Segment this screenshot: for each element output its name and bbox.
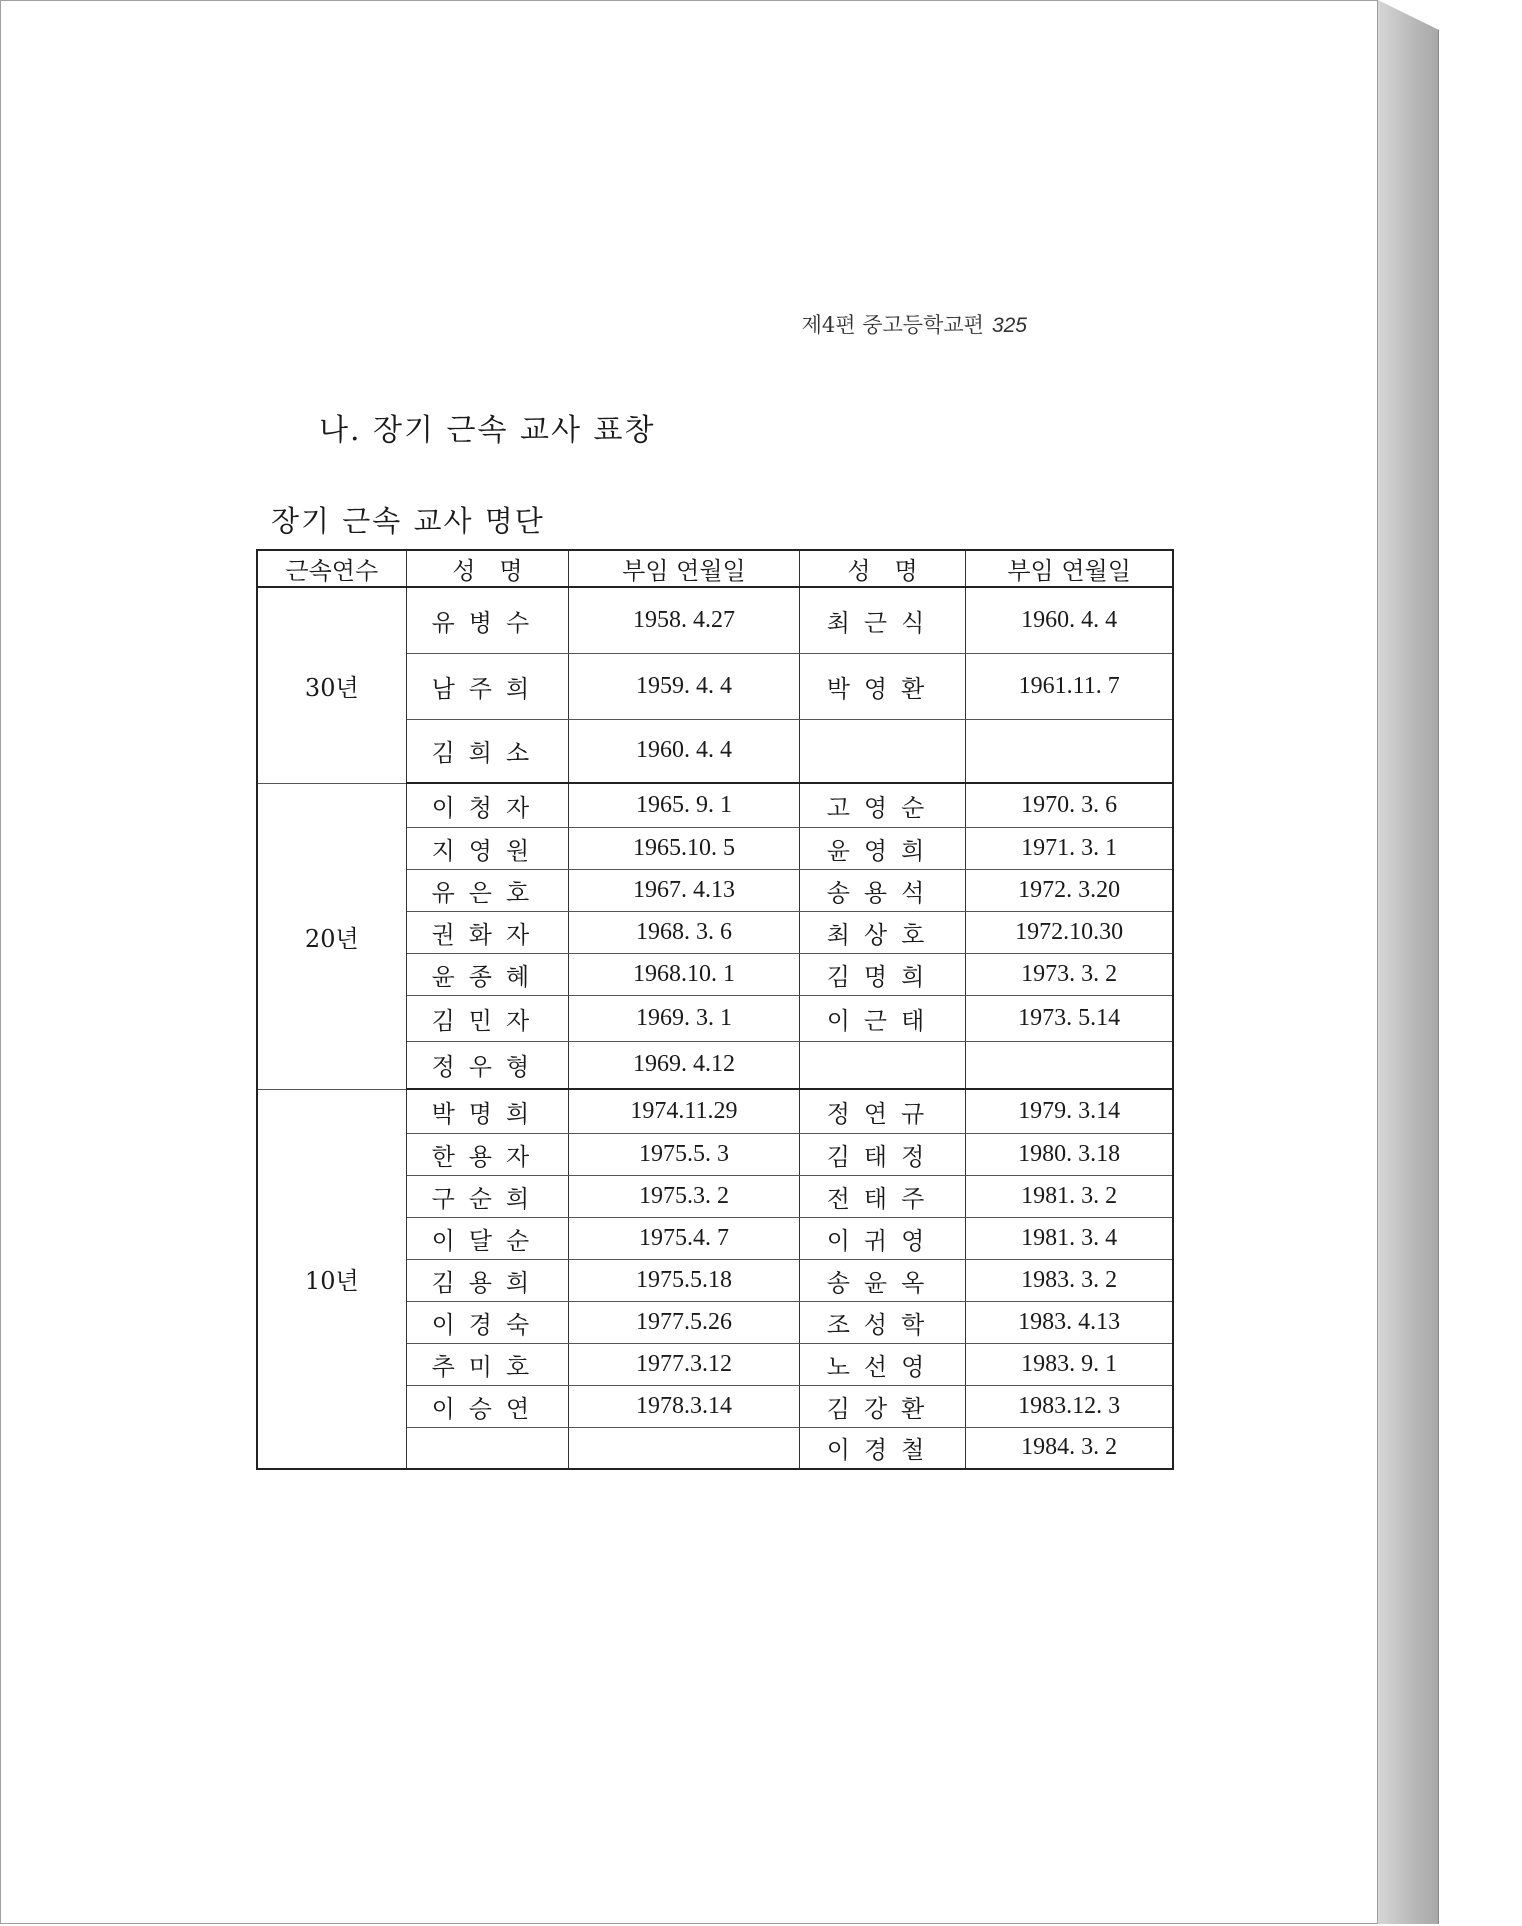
teacher-name-left: 유병수 <box>406 587 569 653</box>
section-title: 나. 장기 근속 교사 표창 <box>319 413 656 448</box>
teacher-name-left: 정우형 <box>406 1041 569 1089</box>
appointment-date-right <box>966 719 1173 783</box>
teacher-name-left: 윤종혜 <box>406 953 569 995</box>
teacher-name-left: 이승연 <box>406 1385 569 1427</box>
teacher-name-left: 김희소 <box>406 719 569 783</box>
appointment-date-left: 1975.4. 7 <box>569 1217 800 1259</box>
table-row <box>257 587 1173 653</box>
appointment-date-right: 1983. 3. 2 <box>966 1259 1173 1301</box>
teacher-name-right: 이귀영 <box>799 1217 966 1259</box>
table-header-row <box>257 550 1173 587</box>
teacher-name-right: 전태주 <box>799 1175 966 1217</box>
teacher-name-left <box>406 1427 569 1469</box>
teacher-name-right: 박영환 <box>799 653 966 719</box>
teacher-name-left: 박명희 <box>406 1089 569 1133</box>
teacher-name-left: 남주희 <box>406 653 569 719</box>
appointment-date-left: 1975.3. 2 <box>569 1175 800 1217</box>
appointment-date-right: 1981. 3. 2 <box>966 1175 1173 1217</box>
appointment-date-right: 1961.11. 7 <box>966 653 1173 719</box>
appointment-date-right: 1983.12. 3 <box>966 1385 1173 1427</box>
appointment-date-right: 1973. 5.14 <box>966 995 1173 1041</box>
appointment-date-left: 1965. 9. 1 <box>569 783 800 827</box>
appointment-date-right: 1972. 3.20 <box>966 869 1173 911</box>
appointment-date-right: 1979. 3.14 <box>966 1089 1173 1133</box>
teacher-name-right: 노선영 <box>799 1343 966 1385</box>
teacher-name-right: 정연규 <box>799 1089 966 1133</box>
appointment-date-right: 1984. 3. 2 <box>966 1427 1173 1469</box>
appointment-date-right: 1960. 4. 4 <box>966 587 1173 653</box>
teacher-name-left: 권화자 <box>406 911 569 953</box>
long-service-teacher-table <box>256 549 1174 1470</box>
page-edge-shadow <box>1378 0 1439 1924</box>
appointment-date-right <box>966 1041 1173 1089</box>
teacher-name-right: 윤영희 <box>799 827 966 869</box>
teacher-name-right: 이근태 <box>799 995 966 1041</box>
header-name-left: 성 명 <box>406 550 569 587</box>
appointment-date-right: 1971. 3. 1 <box>966 827 1173 869</box>
teacher-name-right <box>799 1041 966 1089</box>
teacher-name-right: 최상호 <box>799 911 966 953</box>
page-number: 325 <box>991 314 1027 337</box>
years-of-service-cell: 10년 <box>257 1089 406 1469</box>
appointment-date-left: 1968. 3. 6 <box>569 911 800 953</box>
appointment-date-left: 1959. 4. 4 <box>569 653 800 719</box>
table-row <box>257 1089 1173 1133</box>
chapter-label: 제4편 중고등학교편 <box>801 313 984 337</box>
appointment-date-left: 1975.5. 3 <box>569 1133 800 1175</box>
appointment-date-right: 1981. 3. 4 <box>966 1217 1173 1259</box>
table-body <box>257 587 1173 1469</box>
table-title: 장기 근속 교사 명단 <box>271 504 545 538</box>
appointment-date-left: 1967. 4.13 <box>569 869 800 911</box>
appointment-date-right: 1980. 3.18 <box>966 1133 1173 1175</box>
appointment-date-left <box>569 1427 800 1469</box>
teacher-name-left: 한용자 <box>406 1133 569 1175</box>
teacher-name-left: 이청자 <box>406 783 569 827</box>
teacher-name-right: 송용석 <box>799 869 966 911</box>
appointment-date-left: 1977.3.12 <box>569 1343 800 1385</box>
header-name-right: 성 명 <box>799 550 966 587</box>
appointment-date-right: 1970. 3. 6 <box>966 783 1173 827</box>
teacher-name-right: 이경철 <box>799 1427 966 1469</box>
teacher-name-left: 김민자 <box>406 995 569 1041</box>
appointment-date-right: 1973. 3. 2 <box>966 953 1173 995</box>
teacher-name-right: 최근식 <box>799 587 966 653</box>
header-date-right: 부임 연월일 <box>966 550 1173 587</box>
appointment-date-left: 1969. 4.12 <box>569 1041 800 1089</box>
teacher-name-left: 추미호 <box>406 1343 569 1385</box>
teacher-name-left: 이달순 <box>406 1217 569 1259</box>
appointment-date-left: 1978.3.14 <box>569 1385 800 1427</box>
appointment-date-left: 1958. 4.27 <box>569 587 800 653</box>
appointment-date-right: 1983. 9. 1 <box>966 1343 1173 1385</box>
header-years: 근속연수 <box>257 550 406 587</box>
appointment-date-left: 1965.10. 5 <box>569 827 800 869</box>
teacher-name-right <box>799 719 966 783</box>
appointment-date-left: 1968.10. 1 <box>569 953 800 995</box>
appointment-date-left: 1969. 3. 1 <box>569 995 800 1041</box>
teacher-name-right: 김명희 <box>799 953 966 995</box>
running-header <box>802 309 1027 339</box>
appointment-date-right: 1972.10.30 <box>966 911 1173 953</box>
teacher-name-left: 유은호 <box>406 869 569 911</box>
teacher-name-right: 고영순 <box>799 783 966 827</box>
appointment-date-left: 1977.5.26 <box>569 1301 800 1343</box>
teacher-name-left: 구순희 <box>406 1175 569 1217</box>
appointment-date-right: 1983. 4.13 <box>966 1301 1173 1343</box>
years-of-service-cell: 30년 <box>257 587 406 783</box>
appointment-date-left: 1960. 4. 4 <box>569 719 800 783</box>
table-row <box>257 783 1173 827</box>
teacher-name-right: 김강환 <box>799 1385 966 1427</box>
teacher-name-left: 지영원 <box>406 827 569 869</box>
years-of-service-cell: 20년 <box>257 783 406 1089</box>
header-date-left: 부임 연월일 <box>569 550 800 587</box>
teacher-name-right: 김태정 <box>799 1133 966 1175</box>
teacher-name-left: 이경숙 <box>406 1301 569 1343</box>
teacher-name-right: 조성학 <box>799 1301 966 1343</box>
teacher-name-right: 송윤옥 <box>799 1259 966 1301</box>
teacher-name-left: 김용희 <box>406 1259 569 1301</box>
appointment-date-left: 1974.11.29 <box>569 1089 800 1133</box>
appointment-date-left: 1975.5.18 <box>569 1259 800 1301</box>
